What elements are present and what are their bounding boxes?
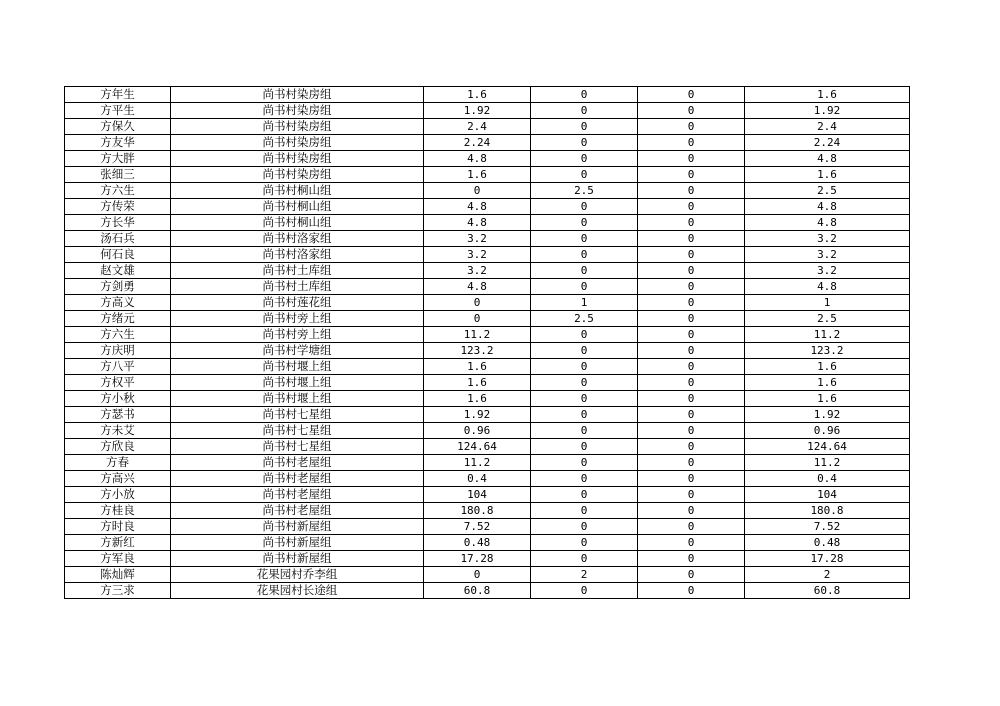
value-b-cell: 0 — [531, 375, 638, 391]
table-row — [65, 407, 910, 423]
value-a-cell: 1.6 — [424, 87, 531, 103]
value-c-cell: 0 — [638, 487, 745, 503]
value-c-cell: 0 — [638, 439, 745, 455]
name-cell: 方保久 — [65, 119, 171, 135]
name-cell: 方瑟书 — [65, 407, 171, 423]
value-a-cell: 11.2 — [424, 455, 531, 471]
value-a-cell: 3.2 — [424, 247, 531, 263]
value-b-cell: 2.5 — [531, 183, 638, 199]
value-b-cell: 0 — [531, 407, 638, 423]
location-cell: 尚书村老屋组 — [171, 455, 424, 471]
table-row — [65, 375, 910, 391]
location-cell: 尚书村老屋组 — [171, 471, 424, 487]
name-cell: 方长华 — [65, 215, 171, 231]
location-cell: 尚书村莲花组 — [171, 295, 424, 311]
value-c-cell: 0 — [638, 119, 745, 135]
value-a-cell: 7.52 — [424, 519, 531, 535]
location-cell: 尚书村桐山组 — [171, 183, 424, 199]
value-a-cell: 17.28 — [424, 551, 531, 567]
table-row — [65, 471, 910, 487]
value-b-cell: 0 — [531, 279, 638, 295]
location-cell: 尚书村七星组 — [171, 439, 424, 455]
table-row — [65, 231, 910, 247]
value-a-cell: 4.8 — [424, 279, 531, 295]
location-cell: 尚书村土库组 — [171, 279, 424, 295]
value-b-cell: 0 — [531, 87, 638, 103]
table-row — [65, 295, 910, 311]
total-cell: 2.5 — [745, 311, 910, 327]
value-c-cell: 0 — [638, 263, 745, 279]
name-cell: 何石良 — [65, 247, 171, 263]
total-cell: 11.2 — [745, 327, 910, 343]
table-body — [65, 87, 910, 599]
location-cell: 尚书村老屋组 — [171, 487, 424, 503]
name-cell: 汤石兵 — [65, 231, 171, 247]
location-cell: 尚书村老屋组 — [171, 503, 424, 519]
value-a-cell: 104 — [424, 487, 531, 503]
table-row — [65, 199, 910, 215]
table-row — [65, 503, 910, 519]
value-a-cell: 2.24 — [424, 135, 531, 151]
total-cell: 123.2 — [745, 343, 910, 359]
location-cell: 尚书村七星组 — [171, 423, 424, 439]
value-a-cell: 60.8 — [424, 583, 531, 599]
value-c-cell: 0 — [638, 519, 745, 535]
name-cell: 陈灿辉 — [65, 567, 171, 583]
total-cell: 4.8 — [745, 215, 910, 231]
value-b-cell: 0 — [531, 151, 638, 167]
name-cell: 方传荣 — [65, 199, 171, 215]
total-cell: 1.6 — [745, 87, 910, 103]
total-cell: 2 — [745, 567, 910, 583]
total-cell: 1.6 — [745, 375, 910, 391]
location-cell: 尚书村桐山组 — [171, 199, 424, 215]
value-b-cell: 0 — [531, 359, 638, 375]
location-cell: 尚书村学塘组 — [171, 343, 424, 359]
total-cell: 1.6 — [745, 391, 910, 407]
table-row — [65, 487, 910, 503]
table-row — [65, 151, 910, 167]
value-b-cell: 0 — [531, 231, 638, 247]
value-b-cell: 0 — [531, 439, 638, 455]
total-cell: 0.48 — [745, 535, 910, 551]
location-cell: 尚书村新屋组 — [171, 519, 424, 535]
name-cell: 方高兴 — [65, 471, 171, 487]
location-cell: 花果园村长途组 — [171, 583, 424, 599]
value-a-cell: 1.6 — [424, 167, 531, 183]
table-row — [65, 327, 910, 343]
total-cell: 11.2 — [745, 455, 910, 471]
name-cell: 方欣良 — [65, 439, 171, 455]
name-cell: 方权平 — [65, 375, 171, 391]
location-cell: 尚书村桐山组 — [171, 215, 424, 231]
value-b-cell: 2.5 — [531, 311, 638, 327]
value-b-cell: 0 — [531, 199, 638, 215]
value-a-cell: 180.8 — [424, 503, 531, 519]
name-cell: 方小放 — [65, 487, 171, 503]
table-row — [65, 359, 910, 375]
total-cell: 60.8 — [745, 583, 910, 599]
table-row — [65, 439, 910, 455]
value-b-cell: 0 — [531, 247, 638, 263]
value-c-cell: 0 — [638, 87, 745, 103]
value-c-cell: 0 — [638, 583, 745, 599]
value-b-cell: 0 — [531, 487, 638, 503]
value-b-cell: 0 — [531, 263, 638, 279]
table-row — [65, 343, 910, 359]
value-c-cell: 0 — [638, 471, 745, 487]
value-c-cell: 0 — [638, 151, 745, 167]
value-c-cell: 0 — [638, 311, 745, 327]
total-cell: 124.64 — [745, 439, 910, 455]
name-cell: 方时良 — [65, 519, 171, 535]
total-cell: 3.2 — [745, 231, 910, 247]
name-cell: 赵文雄 — [65, 263, 171, 279]
table-row — [65, 183, 910, 199]
table-row — [65, 135, 910, 151]
table-row — [65, 215, 910, 231]
location-cell: 尚书村染房组 — [171, 135, 424, 151]
value-b-cell: 0 — [531, 327, 638, 343]
table-row — [65, 583, 910, 599]
total-cell: 7.52 — [745, 519, 910, 535]
value-c-cell: 0 — [638, 247, 745, 263]
location-cell: 尚书村染房组 — [171, 151, 424, 167]
total-cell: 3.2 — [745, 263, 910, 279]
total-cell: 0.96 — [745, 423, 910, 439]
table-row — [65, 247, 910, 263]
value-a-cell: 1.6 — [424, 359, 531, 375]
value-a-cell: 1.6 — [424, 391, 531, 407]
value-c-cell: 0 — [638, 167, 745, 183]
name-cell: 方八平 — [65, 359, 171, 375]
value-c-cell: 0 — [638, 199, 745, 215]
location-cell: 尚书村染房组 — [171, 87, 424, 103]
value-c-cell: 0 — [638, 567, 745, 583]
value-a-cell: 0.4 — [424, 471, 531, 487]
value-b-cell: 0 — [531, 119, 638, 135]
value-c-cell: 0 — [638, 231, 745, 247]
name-cell: 方剑勇 — [65, 279, 171, 295]
value-a-cell: 1.6 — [424, 375, 531, 391]
value-a-cell: 4.8 — [424, 151, 531, 167]
value-a-cell: 0.96 — [424, 423, 531, 439]
location-cell: 花果园村乔李组 — [171, 567, 424, 583]
value-c-cell: 0 — [638, 343, 745, 359]
total-cell: 2.24 — [745, 135, 910, 151]
location-cell: 尚书村七星组 — [171, 407, 424, 423]
value-a-cell: 1.92 — [424, 103, 531, 119]
value-b-cell: 1 — [531, 295, 638, 311]
value-a-cell: 4.8 — [424, 215, 531, 231]
name-cell: 方三求 — [65, 583, 171, 599]
total-cell: 17.28 — [745, 551, 910, 567]
value-a-cell: 2.4 — [424, 119, 531, 135]
total-cell: 0.4 — [745, 471, 910, 487]
total-cell: 4.8 — [745, 199, 910, 215]
name-cell: 方六生 — [65, 183, 171, 199]
table-row — [65, 167, 910, 183]
value-c-cell: 0 — [638, 551, 745, 567]
name-cell: 方桂良 — [65, 503, 171, 519]
total-cell: 4.8 — [745, 151, 910, 167]
name-cell: 方春 — [65, 455, 171, 471]
value-b-cell: 0 — [531, 535, 638, 551]
table-row — [65, 263, 910, 279]
value-a-cell: 124.64 — [424, 439, 531, 455]
total-cell: 104 — [745, 487, 910, 503]
value-b-cell: 0 — [531, 167, 638, 183]
value-c-cell: 0 — [638, 295, 745, 311]
table-row — [65, 455, 910, 471]
table-row — [65, 119, 910, 135]
value-a-cell: 11.2 — [424, 327, 531, 343]
value-c-cell: 0 — [638, 183, 745, 199]
total-cell: 1.92 — [745, 103, 910, 119]
location-cell: 尚书村洛家组 — [171, 231, 424, 247]
table-row — [65, 519, 910, 535]
table-row — [65, 279, 910, 295]
location-cell: 尚书村旁上组 — [171, 311, 424, 327]
name-cell: 方年生 — [65, 87, 171, 103]
total-cell: 1.92 — [745, 407, 910, 423]
name-cell: 方小秋 — [65, 391, 171, 407]
value-c-cell: 0 — [638, 215, 745, 231]
value-b-cell: 2 — [531, 567, 638, 583]
value-a-cell: 1.92 — [424, 407, 531, 423]
name-cell: 方庆明 — [65, 343, 171, 359]
data-table — [64, 86, 910, 599]
value-c-cell: 0 — [638, 135, 745, 151]
name-cell: 方新红 — [65, 535, 171, 551]
table-row — [65, 87, 910, 103]
location-cell: 尚书村新屋组 — [171, 551, 424, 567]
table-row — [65, 567, 910, 583]
table-row — [65, 535, 910, 551]
total-cell: 1 — [745, 295, 910, 311]
value-a-cell: 123.2 — [424, 343, 531, 359]
value-b-cell: 0 — [531, 519, 638, 535]
value-c-cell: 0 — [638, 359, 745, 375]
name-cell: 方未艾 — [65, 423, 171, 439]
location-cell: 尚书村土库组 — [171, 263, 424, 279]
value-b-cell: 0 — [531, 135, 638, 151]
value-b-cell: 0 — [531, 455, 638, 471]
value-a-cell: 0.48 — [424, 535, 531, 551]
value-b-cell: 0 — [531, 423, 638, 439]
value-c-cell: 0 — [638, 375, 745, 391]
table-row — [65, 551, 910, 567]
value-a-cell: 0 — [424, 567, 531, 583]
location-cell: 尚书村染房组 — [171, 103, 424, 119]
name-cell: 方六生 — [65, 327, 171, 343]
value-a-cell: 0 — [424, 183, 531, 199]
location-cell: 尚书村堰上组 — [171, 359, 424, 375]
value-b-cell: 0 — [531, 503, 638, 519]
total-cell: 2.4 — [745, 119, 910, 135]
name-cell: 方高义 — [65, 295, 171, 311]
value-a-cell: 3.2 — [424, 231, 531, 247]
location-cell: 尚书村堰上组 — [171, 391, 424, 407]
location-cell: 尚书村新屋组 — [171, 535, 424, 551]
location-cell: 尚书村堰上组 — [171, 375, 424, 391]
table-row — [65, 311, 910, 327]
location-cell: 尚书村染房组 — [171, 167, 424, 183]
value-c-cell: 0 — [638, 423, 745, 439]
total-cell: 3.2 — [745, 247, 910, 263]
location-cell: 尚书村旁上组 — [171, 327, 424, 343]
value-a-cell: 3.2 — [424, 263, 531, 279]
value-c-cell: 0 — [638, 103, 745, 119]
value-b-cell: 0 — [531, 391, 638, 407]
total-cell: 2.5 — [745, 183, 910, 199]
value-c-cell: 0 — [638, 391, 745, 407]
value-b-cell: 0 — [531, 103, 638, 119]
total-cell: 1.6 — [745, 359, 910, 375]
value-b-cell: 0 — [531, 551, 638, 567]
name-cell: 方绪元 — [65, 311, 171, 327]
value-b-cell: 0 — [531, 215, 638, 231]
table-row — [65, 103, 910, 119]
table-row — [65, 391, 910, 407]
value-a-cell: 0 — [424, 295, 531, 311]
location-cell: 尚书村染房组 — [171, 119, 424, 135]
value-b-cell: 0 — [531, 583, 638, 599]
value-a-cell: 0 — [424, 311, 531, 327]
table-row — [65, 423, 910, 439]
value-c-cell: 0 — [638, 407, 745, 423]
value-c-cell: 0 — [638, 503, 745, 519]
name-cell: 方大胖 — [65, 151, 171, 167]
value-b-cell: 0 — [531, 343, 638, 359]
value-c-cell: 0 — [638, 535, 745, 551]
total-cell: 4.8 — [745, 279, 910, 295]
name-cell: 方平生 — [65, 103, 171, 119]
name-cell: 方友华 — [65, 135, 171, 151]
name-cell: 张细三 — [65, 167, 171, 183]
value-c-cell: 0 — [638, 279, 745, 295]
value-a-cell: 4.8 — [424, 199, 531, 215]
name-cell: 方军良 — [65, 551, 171, 567]
location-cell: 尚书村洛家组 — [171, 247, 424, 263]
value-c-cell: 0 — [638, 455, 745, 471]
total-cell: 1.6 — [745, 167, 910, 183]
value-b-cell: 0 — [531, 471, 638, 487]
value-c-cell: 0 — [638, 327, 745, 343]
total-cell: 180.8 — [745, 503, 910, 519]
